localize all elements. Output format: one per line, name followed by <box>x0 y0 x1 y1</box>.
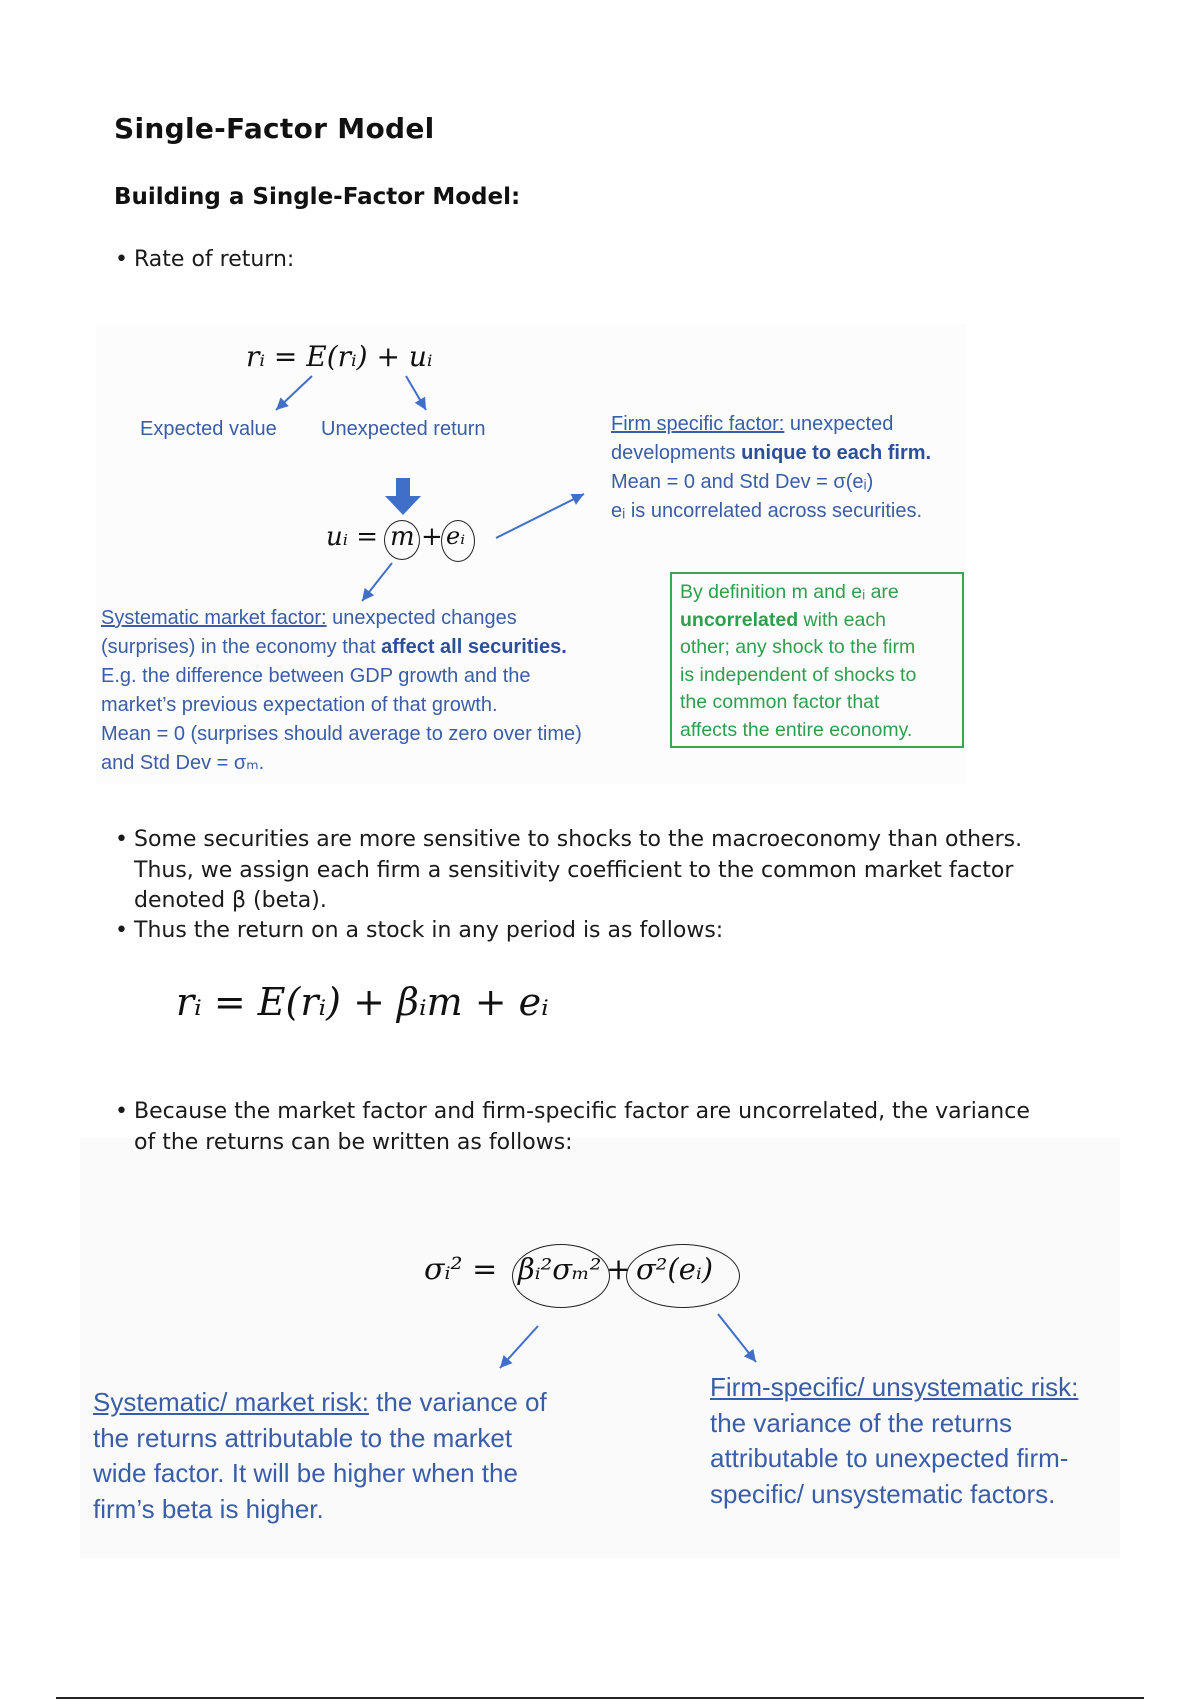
bullet-text: Rate of return: <box>134 247 295 272</box>
section-subtitle: Building a Single-Factor Model: <box>114 184 521 210</box>
expected-value-label: Expected value <box>140 418 277 440</box>
systematic-risk-heading: Systematic/ market risk: <box>93 1387 369 1417</box>
systematic-factor-note <box>101 604 582 778</box>
firm-factor-emphasis: unique to each firm. <box>741 442 932 464</box>
variance-plus: + <box>606 1252 632 1287</box>
bullet-dot: • <box>115 827 128 852</box>
down-arrow-head <box>385 496 421 515</box>
bullet-variance-intro <box>115 1097 1144 1158</box>
systematic-risk-text: the returns attributable to the market <box>93 1422 513 1453</box>
firm-factor-text: unexpected <box>784 413 894 435</box>
bottom-rule <box>56 1697 1144 1699</box>
firm-risk-text: specific/ unsystematic factors. <box>710 1478 1056 1509</box>
firm-risk-heading: Firm-specific/ unsystematic risk: <box>710 1372 1079 1402</box>
bullet-text: Because the market factor and firm-specific factor are uncorrelated, the variance <box>134 1099 1030 1124</box>
green-box-text: with each <box>798 608 886 631</box>
down-arrow-shaft <box>396 478 410 498</box>
systematic-risk-text: the variance of <box>368 1387 547 1417</box>
firm-factor-text: developments <box>611 442 742 464</box>
green-box-text: affects the entire economy. <box>680 718 913 741</box>
bullet-dot: • <box>115 918 128 943</box>
systematic-factor-text: unexpected changes <box>326 607 517 629</box>
equation-return-decomposition: rᵢ = E(rᵢ) + uᵢ <box>246 340 433 373</box>
uncorrelated-definition-box <box>670 572 964 748</box>
decomposition-e: eᵢ <box>446 522 466 550</box>
bullet-text: Thus the return on a stock in any period is as follows: <box>134 918 724 943</box>
systematic-factor-heading: Systematic market factor: <box>101 607 327 629</box>
green-box-text: By definition m and eᵢ are <box>680 581 899 603</box>
bullet-text: denoted β (beta). <box>134 888 327 913</box>
variance-lhs: σᵢ² = <box>424 1252 498 1287</box>
systematic-factor-text: market’s previous expectation of that growth. <box>101 694 498 716</box>
systematic-factor-text: E.g. the difference between GDP growth and the <box>101 665 531 687</box>
green-box-emphasis: uncorrelated <box>680 608 799 631</box>
firm-risk-note <box>710 1370 1078 1512</box>
arrow-to-systematic-risk <box>500 1326 538 1368</box>
decomposition-lhs: uᵢ = <box>326 522 379 552</box>
bullet-sensitivity <box>115 825 1144 917</box>
decomposition-m: m <box>390 522 415 552</box>
variance-systematic-term: βᵢ²σₘ² <box>518 1252 602 1286</box>
arrow-to-firm-factor <box>496 494 584 538</box>
systematic-factor-stddev: and Std Dev = σₘ. <box>101 752 265 774</box>
variance-firm-term: σ²(eᵢ) <box>636 1252 714 1286</box>
arrow-to-expected <box>276 376 312 410</box>
green-box-text: other; any shock to the firm <box>680 636 916 658</box>
arrow-to-firm-risk <box>718 1314 756 1362</box>
systematic-factor-text: (surprises) in the economy that <box>101 636 382 658</box>
green-box-text: is independent of shocks to <box>680 663 917 686</box>
systematic-risk-note <box>93 1385 547 1527</box>
decomposition-plus: + <box>421 522 443 552</box>
page-title: Single-Factor Model <box>114 112 435 145</box>
firm-risk-text: attributable to unexpected firm- <box>710 1443 1069 1473</box>
systematic-factor-emphasis: affect all securities. <box>381 636 567 658</box>
firm-risk-text: the variance of the returns <box>710 1407 1013 1438</box>
green-box-text: the common factor that <box>680 691 880 713</box>
arrow-to-unexpected <box>406 376 426 410</box>
arrow-to-systematic-factor <box>362 563 392 601</box>
bullet-dot: • <box>115 247 128 272</box>
bullet-dot: • <box>115 1099 128 1124</box>
firm-factor-heading: Firm specific factor: <box>611 413 785 435</box>
firm-specific-factor-note <box>611 410 931 526</box>
systematic-factor-mean: Mean = 0 (surprises should average to zero over time) <box>101 723 582 745</box>
bullet-text: of the returns can be written as follows: <box>134 1129 573 1155</box>
equation-single-factor-return: rᵢ = E(rᵢ) + βᵢm + eᵢ <box>176 980 549 1024</box>
systematic-risk-text: firm’s beta is higher. <box>93 1493 324 1524</box>
bullet-text: Thus, we assign each firm a sensitivity coefficient to the common market factor <box>134 857 1014 883</box>
systematic-risk-text: wide factor. It will be higher when the <box>93 1458 518 1488</box>
unexpected-return-label: Unexpected return <box>321 418 486 440</box>
bullet-text: Some securities are more sensitive to shocks to the macroeconomy than others. <box>134 827 1023 852</box>
firm-factor-uncorrelated: eᵢ is uncorrelated across securities. <box>611 500 923 522</box>
bullet-return-formula-intro <box>115 916 724 947</box>
firm-factor-mean: Mean = 0 and Std Dev = σ(eᵢ) <box>611 471 874 493</box>
